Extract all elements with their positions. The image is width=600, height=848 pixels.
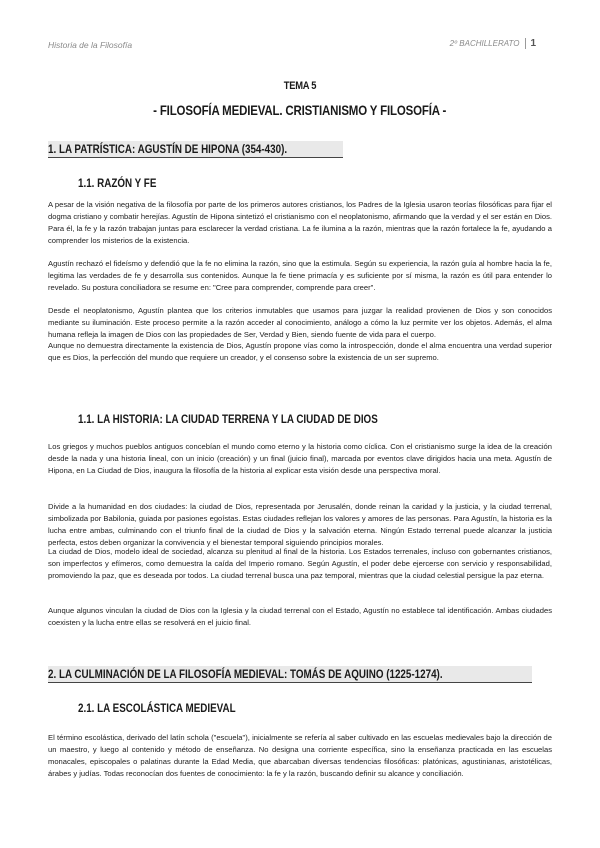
- page-number: 1: [530, 38, 536, 49]
- subsection-heading-2-1: [78, 701, 270, 715]
- subsection-heading-1-1-text: 1.1. RAZÓN Y FE: [78, 176, 157, 190]
- paragraph: A pesar de la visión negativa de la filosofía por parte de los primeros autores cristianos, los Padres de la Iglesia usaron teorías filosóficas para fijar el dogma cristiano y combatir herejías. Agustín de Hipona sintetizó el cristianismo con el neoplatonismo, afirmando que la verdad y el ser están en Dios. Para él, la fe y la razón trabajan juntas para esclarecer la verdad cristiana. La fe ilumina a la razón, mientras que la razón fortalece la fe, ayudando a comprender los misterios de la existencia.: [48, 200, 552, 245]
- paragraph: Desde el neoplatonismo, Agustín plantea que los criterios inmutables que usamos para juzgar la realidad provienen de Dios y son conocidos mediante su iluminación. Este proceso permite a la razón acceder al conocimiento, análogo a cómo la luz permite ver los objetos. Además, el alma humana refleja la imagen de Dios con las propiedades de Ser, Verdad y Bien, siendo fuente de vida para el cuerpo.: [48, 306, 552, 339]
- subsection-heading-1-1: [78, 176, 174, 190]
- subsection-heading-1-2: [78, 412, 444, 426]
- paragraph: Agustín rechazó el fideísmo y defendió que la fe no elimina la razón, sino que la estimula. Según su experiencia, la razón guía al hombre hacia la fe, legitima las verdades de fe y desarrolla sus contenidos. Aunque la fe tiene primacía y es suficiente por sí misma, la razón es útil para entender lo revelado. Su postura conciliadora se resume en: "Cree para comprender, comprende para creer".: [48, 259, 552, 292]
- paragraph: Aunque no demuestra directamente la existencia de Dios, Agustín propone vías como la introspección, donde el alma encuentra una verdad superior que es Dios, la perfección del mundo que requiere un creador, y el consenso sobre la existencia de un ser supremo.: [48, 341, 552, 362]
- page-title: [0, 102, 600, 118]
- subsection-heading-2-1-text: 2.1. LA ESCOLÁSTICA MEDIEVAL: [78, 701, 236, 715]
- tema-label: TEMA 5: [283, 80, 317, 92]
- header-course: 2º BACHILLERATO: [449, 39, 520, 48]
- paragraph: Aunque algunos vinculan la ciudad de Dios con la Iglesia y la ciudad terrenal con el Estado, Agustín no establece tal identificación. Ambas ciudades coexisten y la lucha entre ellas se resolverá en el juicio final.: [48, 606, 552, 627]
- subsection-heading-1-2-text: 1.1. LA HISTORIA: LA CIUDAD TERRENA Y LA CIUDAD DE DIOS: [78, 412, 378, 426]
- section-heading-1: [48, 141, 343, 158]
- paragraph: El término escolástica, derivado del latín schola ("escuela"), inicialmente se refería al saber cultivado en las escuelas medievales bajo la dirección de un maestro, y luego al contenido y método de enseñanza. No designa una corriente específica, sino la enseñanza practicada en las escuelas monacales, episcopales o palatinas durante la Edad Media, que abarcaban diversas tendencias filosóficas: platónicas, agustinianas, aristotélicas, árabes y judías. Todas reconocían dos fuentes de conocimiento: la fe y la razón, buscando definir su alcance y conciliación.: [48, 733, 552, 778]
- paragraph: Los griegos y muchos pueblos antiguos concebían el mundo como eterno y la historia como cíclica. Con el cristianismo surge la idea de la creación desde la nada y una historia lineal, con un inicio (creación) y un final (juicio final), marcada por eventos clave dirigidos hacia una meta. Agustín de Hipona, en La Ciudad de Dios, inaugura la filosofía de la historia al explicar esta visión desde una perspectiva moral.: [48, 442, 552, 475]
- header-divider: [525, 38, 526, 49]
- section-heading-1-text: 1. LA PATRÍSTICA: AGUSTÍN DE HIPONA (354-430).: [48, 142, 288, 156]
- header-right: [450, 38, 536, 49]
- section-heading-2-text: 2. LA CULMINACIÓN DE LA FILOSOFÍA MEDIEVAL: TOMÁS DE AQUINO (1225-1274).: [48, 667, 443, 681]
- paragraph: La ciudad de Dios, modelo ideal de sociedad, alcanza su plenitud al final de la historia. Los Estados terrenales, incluso con gobernantes cristianos, son imperfectos y efímeros, como demuestra la caída del Imperio romano. Según Agustín, el poder debe ejercerse con servicio y responsabilidad, promoviendo la paz, que es deseada por todos. La ciudad terrenal busca una paz temporal, mientras que la ciudad celestial persigue la paz eterna.: [48, 547, 552, 580]
- header-subject: Historia de la Filosofía: [48, 40, 133, 50]
- page-title-text: - FILOSOFÍA MEDIEVAL. CRISTIANISMO Y FILOSOFÍA -: [153, 102, 447, 118]
- section-heading-2: [48, 666, 532, 683]
- paragraph: Divide a la humanidad en dos ciudades: la ciudad de Dios, representada por Jerusalén, donde reinan la caridad y la justicia, y la ciudad terrenal, simbolizada por Babilonia, guiada por pasiones egoístas. Estas ciudades reflejan los valores y amores de las personas. Para Agustín, la historia es la lucha entre ambas, culminando con el triunfo final de la ciudad de Dios y la salvación eterna. Ningún Estado terrenal puede alcanzar la justicia perfecta, estos deben organizar la convivencia y el bienestar temporal siguiendo principios morales.: [48, 502, 552, 547]
